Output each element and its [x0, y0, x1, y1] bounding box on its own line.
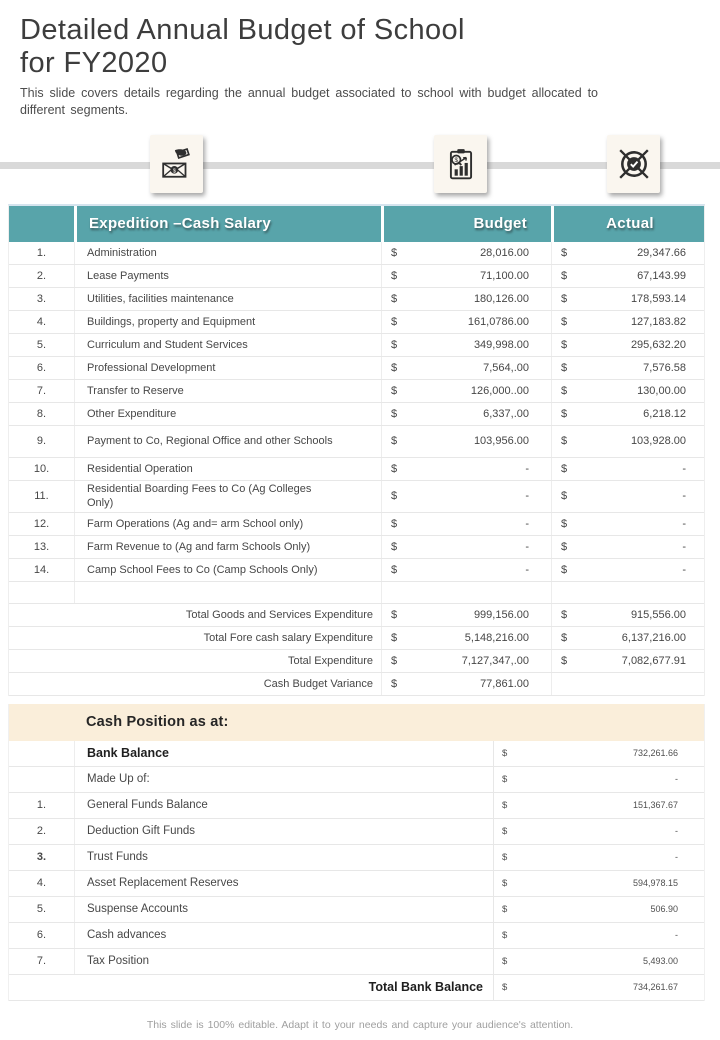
budget-amount-value: 180,126.00	[473, 292, 529, 305]
cash-row-description: Bank Balance	[74, 741, 493, 766]
cash-amount-currency: $	[502, 955, 508, 967]
summary-actual-amount-currency: $	[561, 631, 568, 644]
actual-amount-value: 178,593.14	[630, 292, 686, 305]
budget-amount	[381, 242, 551, 264]
row-number: 14.	[33, 563, 50, 576]
budget-amount-value: -	[525, 517, 529, 530]
summary-budget-amount-currency: $	[391, 631, 398, 644]
cash-amount	[493, 897, 706, 922]
cash-row-number	[9, 741, 74, 766]
row-description: Camp School Fees to Co (Camp Schools Only)	[74, 559, 381, 581]
budget-amount	[381, 426, 551, 457]
budget-row	[9, 536, 704, 559]
budget-amount	[381, 334, 551, 356]
summary-budget-amount	[381, 604, 551, 626]
budget-amount-currency: $	[391, 384, 398, 397]
cash-amount	[493, 741, 706, 766]
actual-amount-currency: $	[561, 384, 568, 397]
actual-amount-value: -	[682, 540, 686, 553]
row-number: 6.	[36, 361, 47, 374]
row-number: 2.	[36, 269, 47, 282]
title-block	[0, 0, 720, 119]
summary-actual-amount	[551, 650, 706, 672]
actual-amount	[551, 311, 706, 333]
row-description: Farm Revenue to (Ag and farm Schools Only)	[74, 536, 381, 558]
cash-amount	[493, 923, 706, 948]
budget-amount-value: 6,337,.00	[483, 407, 529, 420]
actual-amount	[551, 458, 706, 480]
row-number: 5.	[36, 338, 47, 351]
actual-amount	[551, 426, 706, 457]
summary-actual-amount-value: 7,082,677.91	[621, 654, 686, 667]
cash-row-description: Suspense Accounts	[74, 897, 493, 922]
cash-amount-value: 151,367.67	[632, 800, 678, 811]
actual-amount-currency: $	[561, 490, 568, 503]
summary-budget-amount	[381, 650, 551, 672]
actual-amount-currency: $	[561, 407, 568, 420]
actual-amount	[551, 380, 706, 402]
header-budget-cell: Budget	[381, 206, 551, 242]
empty-row	[9, 582, 704, 604]
actual-amount	[551, 481, 706, 512]
summary-budget-amount-value: 7,127,347,.00	[461, 654, 529, 667]
row-number: 12.	[33, 517, 50, 530]
actual-amount	[551, 334, 706, 356]
summary-budget-amount-currency: $	[391, 654, 398, 667]
summary-actual-amount	[551, 627, 706, 649]
cash-amount-currency: $	[502, 773, 508, 785]
summary-actual-amount	[551, 604, 706, 626]
budget-amount-value: -	[525, 490, 529, 503]
budget-row	[9, 334, 704, 357]
cash-row-description: Tax Position	[74, 949, 493, 974]
page-title-line1: Detailed Annual Budget of School	[20, 14, 465, 46]
budget-table	[8, 204, 705, 696]
budget-amount-value: 103,956.00	[473, 435, 529, 448]
row-description: Farm Operations (Ag and= arm School only)	[74, 513, 381, 535]
budget-amount-currency: $	[391, 269, 398, 282]
money-envelope-icon	[160, 147, 194, 181]
cash-row-description: General Funds Balance	[74, 793, 493, 818]
cash-row	[9, 819, 704, 845]
budget-amount-value: 28,016.00	[480, 246, 529, 259]
cash-position-body	[9, 741, 704, 1001]
cash-row-description: Cash advances	[74, 923, 493, 948]
row-number: 3.	[36, 292, 47, 305]
budget-row	[9, 265, 704, 288]
actual-amount	[551, 265, 706, 287]
summary-label: Total Fore cash salary Expenditure	[203, 631, 373, 644]
budget-amount-currency: $	[391, 361, 398, 374]
subtitle: This slide covers details regarding the annual budget associated to school with budget allocated to different segments.	[20, 86, 598, 117]
budget-row	[9, 403, 704, 426]
cash-row-number: 4.	[36, 877, 47, 890]
target-achieved-icon	[617, 147, 651, 181]
budget-row	[9, 311, 704, 334]
row-description: Utilities, facilities maintenance	[74, 288, 381, 310]
cash-amount-value: 732,261.66	[632, 748, 678, 759]
cash-row	[9, 793, 704, 819]
budget-row	[9, 357, 704, 380]
row-description: Residential Boarding Fees to Co (Ag Colleges Only)	[74, 481, 381, 512]
budget-row	[9, 481, 704, 513]
cash-row	[9, 923, 704, 949]
budget-row	[9, 458, 704, 481]
row-number: 1.	[36, 246, 47, 259]
actual-amount-value: 295,632.20	[630, 338, 686, 351]
row-description: Professional Development	[74, 357, 381, 379]
cash-amount-currency: $	[502, 799, 508, 811]
row-description: Payment to Co, Regional Office and other Schools	[74, 426, 381, 457]
svg-text:$: $	[453, 156, 458, 164]
cash-amount	[493, 819, 706, 844]
cash-amount-value: 5,493.00	[642, 956, 678, 967]
budget-amount-currency: $	[391, 315, 398, 328]
cash-amount-currency: $	[502, 825, 508, 837]
actual-amount	[551, 357, 706, 379]
budget-amount	[381, 536, 551, 558]
row-number: 4.	[36, 315, 47, 328]
summary-budget-amount-value: 999,156.00	[473, 608, 529, 621]
report-analysis-icon	[444, 147, 478, 181]
row-number: 9.	[36, 435, 47, 448]
cash-row	[9, 845, 704, 871]
budget-amount-value: 126,000..00	[470, 384, 529, 397]
row-number: 13.	[33, 540, 50, 553]
cash-row-description: Deduction Gift Funds	[74, 819, 493, 844]
summary-actual-amount-currency: $	[561, 608, 568, 621]
summary-actual-amount-currency: $	[561, 654, 568, 667]
actual-amount-value: -	[682, 490, 686, 503]
actual-amount-value: 130,00.00	[637, 384, 686, 397]
summary-budget-amount-currency: $	[391, 677, 398, 690]
budget-row	[9, 242, 704, 265]
cash-amount-currency: $	[502, 747, 508, 759]
summary-budget-amount	[381, 673, 551, 695]
budget-amount-currency: $	[391, 563, 398, 576]
cash-row-description: Made Up of:	[74, 767, 493, 792]
actual-amount-value: 127,183.82	[630, 315, 686, 328]
actual-amount	[551, 403, 706, 425]
row-description: Curriculum and Student Services	[74, 334, 381, 356]
budget-amount-value: -	[525, 563, 529, 576]
cash-row-description: Trust Funds	[74, 845, 493, 870]
actual-amount-currency: $	[561, 338, 568, 351]
footer-note: This slide is 100% editable. Adapt it to your needs and capture your audience's attention.	[146, 1018, 574, 1031]
row-description: Residential Operation	[74, 458, 381, 480]
page-title-line2: for FY2020	[20, 47, 168, 80]
icon-card-1	[150, 135, 203, 193]
cash-amount-currency: $	[502, 903, 508, 915]
cash-amount-value: -	[675, 774, 678, 785]
summary-budget-amount-value: 77,861.00	[480, 677, 529, 690]
actual-amount-currency: $	[561, 563, 568, 576]
actual-amount-currency: $	[561, 246, 568, 259]
cash-amount	[493, 767, 706, 792]
budget-amount	[381, 403, 551, 425]
cash-row	[9, 741, 704, 767]
cash-amount	[493, 845, 706, 870]
actual-amount-currency: $	[561, 269, 568, 282]
row-description	[74, 582, 381, 603]
budget-amount	[381, 380, 551, 402]
cash-amount	[493, 975, 706, 1000]
cash-row-number	[9, 767, 74, 792]
summary-row	[9, 604, 704, 627]
budget-amount	[381, 311, 551, 333]
summary-label: Total Goods and Services Expenditure	[185, 608, 373, 621]
summary-row	[9, 627, 704, 650]
budget-amount-currency: $	[391, 435, 398, 448]
actual-amount	[551, 559, 706, 581]
actual-amount-currency: $	[561, 361, 568, 374]
budget-amount	[381, 481, 551, 512]
summary-actual-amount-value: 915,556.00	[630, 608, 686, 621]
budget-amount	[381, 357, 551, 379]
actual-amount-value: 29,347.66	[637, 246, 686, 259]
cash-amount-value: -	[675, 852, 678, 863]
actual-amount	[551, 242, 706, 264]
budget-amount-currency: $	[391, 338, 398, 351]
budget-row	[9, 426, 704, 458]
cash-row-number: 3.	[36, 851, 47, 864]
row-number: 10.	[33, 462, 50, 475]
actual-amount-value: -	[682, 462, 686, 475]
actual-amount-currency: $	[561, 517, 568, 530]
cash-row-number: 2.	[36, 825, 47, 838]
row-description: Buildings, property and Equipment	[74, 311, 381, 333]
cash-position-header: Cash Position as at:	[9, 704, 704, 741]
cash-row-number: 5.	[36, 903, 47, 916]
header-description-cell: Expedition –Cash Salary	[74, 206, 381, 242]
budget-amount-value: 349,998.00	[473, 338, 529, 351]
actual-amount-value: 7,576.58	[643, 361, 686, 374]
cash-amount	[493, 793, 706, 818]
actual-amount-currency: $	[561, 462, 568, 475]
actual-amount-currency: $	[561, 435, 568, 448]
budget-amount-currency: $	[391, 540, 398, 553]
cash-position-section	[8, 704, 705, 1001]
budget-amount-currency: $	[391, 462, 398, 475]
icon-card-2	[434, 135, 487, 193]
actual-amount	[551, 513, 706, 535]
budget-row	[9, 513, 704, 536]
row-description: Lease Payments	[74, 265, 381, 287]
actual-amount	[551, 536, 706, 558]
budget-amount	[381, 559, 551, 581]
summary-actual-amount	[551, 673, 706, 695]
cash-amount-currency: $	[502, 981, 508, 993]
summary-row	[9, 650, 704, 673]
cash-amount-currency: $	[502, 929, 508, 941]
summary-row	[9, 673, 704, 696]
cash-row	[9, 949, 704, 975]
budget-amount-currency: $	[391, 246, 398, 259]
svg-text:$: $	[172, 168, 176, 175]
budget-amount-currency: $	[391, 407, 398, 420]
cash-amount	[493, 871, 706, 896]
cash-amount-value: -	[675, 826, 678, 837]
cash-row-number: 7.	[36, 955, 47, 968]
summary-budget-amount	[381, 627, 551, 649]
budget-amount	[381, 458, 551, 480]
row-number: 7.	[36, 384, 47, 397]
budget-amount-value: 161,0786.00	[467, 315, 529, 328]
cash-row	[9, 897, 704, 923]
cash-amount-value: -	[675, 930, 678, 941]
cash-amount	[493, 949, 706, 974]
cash-amount-value: 506.90	[650, 904, 678, 915]
cash-amount-currency: $	[502, 851, 508, 863]
cash-total-label: Total Bank Balance	[368, 980, 483, 995]
budget-row	[9, 288, 704, 311]
budget-amount-value: 71,100.00	[480, 269, 529, 282]
actual-amount-currency: $	[561, 292, 568, 305]
summary-actual-amount-value: 6,137,216.00	[621, 631, 686, 644]
actual-amount-value: -	[682, 517, 686, 530]
row-description: Transfer to Reserve	[74, 380, 381, 402]
cash-row-number: 6.	[36, 929, 47, 942]
budget-table-body	[9, 242, 704, 696]
row-description: Other Expenditure	[74, 403, 381, 425]
actual-amount-currency: $	[561, 315, 568, 328]
cash-row-description: Asset Replacement Reserves	[74, 871, 493, 896]
budget-amount-currency: $	[391, 517, 398, 530]
cash-row	[9, 767, 704, 793]
budget-amount	[381, 265, 551, 287]
actual-amount	[551, 288, 706, 310]
budget-amount-currency: $	[391, 292, 398, 305]
cash-amount-value: 734,261.67	[632, 982, 678, 993]
cash-amount-value: 594,978.15	[632, 878, 678, 889]
actual-amount-value: 6,218.12	[643, 407, 686, 420]
cash-total-row	[9, 975, 704, 1001]
summary-label: Total Expenditure	[288, 654, 373, 667]
budget-row	[9, 559, 704, 582]
row-number: 8.	[36, 407, 47, 420]
summary-budget-amount-value: 5,148,216.00	[464, 631, 529, 644]
header-number-cell	[9, 206, 74, 242]
actual-amount-currency: $	[561, 540, 568, 553]
budget-amount	[381, 288, 551, 310]
budget-amount-value: 7,564,.00	[483, 361, 529, 374]
cash-amount-currency: $	[502, 877, 508, 889]
actual-amount-value: 103,928.00	[630, 435, 686, 448]
summary-label: Cash Budget Variance	[263, 677, 373, 690]
budget-row	[9, 380, 704, 403]
icon-card-3	[607, 135, 660, 193]
actual-amount-value: -	[682, 563, 686, 576]
row-number: 11.	[34, 490, 49, 503]
row-description: Administration	[74, 242, 381, 264]
row-number	[9, 582, 74, 603]
budget-amount-value: -	[525, 462, 529, 475]
budget-table-header	[9, 206, 704, 242]
budget-amount-value: -	[525, 540, 529, 553]
header-actual-cell: Actual	[551, 206, 706, 242]
summary-budget-amount-currency: $	[391, 608, 398, 621]
timeline	[0, 124, 720, 204]
budget-amount	[381, 582, 551, 603]
actual-amount-value: 67,143.99	[637, 269, 686, 282]
budget-amount-currency: $	[391, 490, 398, 503]
page-title	[20, 14, 700, 80]
actual-amount	[551, 582, 706, 603]
cash-row-number: 1.	[36, 799, 47, 812]
cash-row	[9, 871, 704, 897]
budget-amount	[381, 513, 551, 535]
